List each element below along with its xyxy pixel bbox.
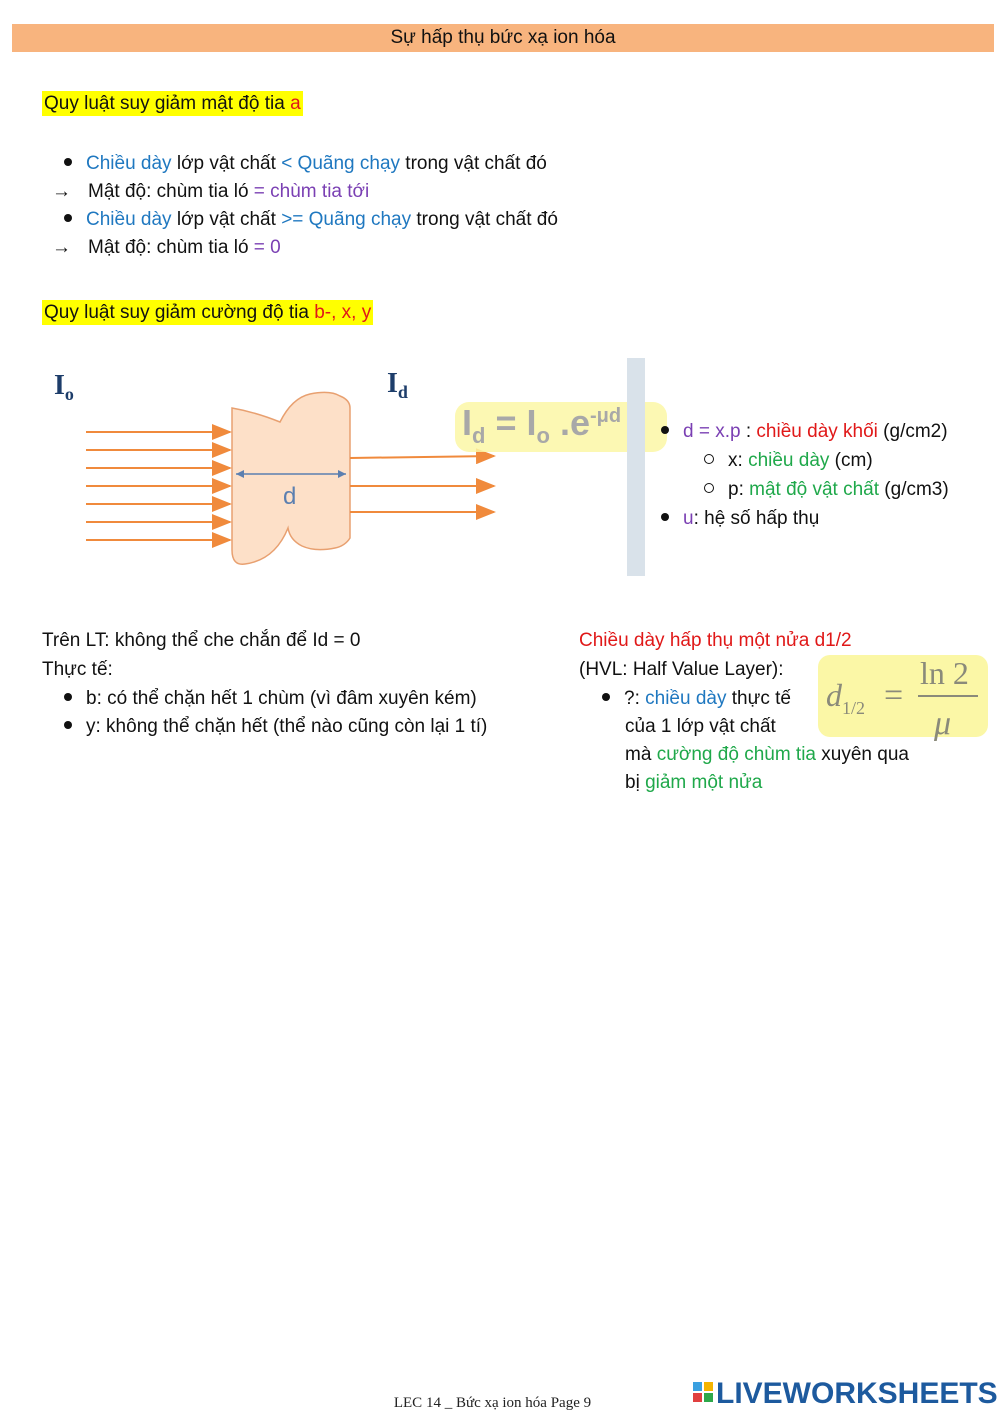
bullet-icon (64, 214, 72, 222)
liveworksheets-logo: LIVEWORKSHEETS (693, 1377, 998, 1411)
svg-text:=: = (884, 677, 904, 714)
attenuation-formula: $I_d = I_o$ $.e^{-\mu d}$ (462, 402, 622, 449)
list-item: x: chiều dày (cm) (704, 450, 873, 472)
svg-text:ln 2: ln 2 (920, 655, 969, 691)
section1-heading-symbol: a (290, 93, 301, 114)
theory-note: Trên LT: không thể che chắn để Id = 0 (42, 630, 361, 651)
svg-text:μ: μ (934, 705, 952, 742)
section2-heading (42, 302, 373, 324)
list-item: u: hệ số hấp thụ (661, 508, 819, 530)
bullet-icon (64, 693, 72, 701)
hvl-text-line: mà cường độ chùm tia xuyên qua (625, 744, 909, 765)
svg-text:d1/2: $d_{1/2}$ (826, 677, 866, 718)
practice-label: Thực tế: (42, 659, 113, 680)
attenuation-diagram (40, 360, 510, 580)
list-item: d = x.p : chiều dày khối (g/cm2) (661, 421, 948, 443)
list-item: → Mật độ: chùm tia ló = chùm tia tới (52, 181, 370, 202)
arrow-icon: → (52, 181, 71, 202)
bullet-icon (64, 721, 72, 729)
list-item: b: có thể chặn hết 1 chùm (vì đâm xuyên kém) (64, 688, 477, 710)
hvl-heading: Chiều dày hấp thụ một nửa d1/2 (579, 630, 852, 651)
list-item: ?: chiều dày thực tế (602, 688, 791, 710)
hvl-text-line: bị giảm một nửa (625, 772, 763, 793)
incident-arrows (86, 432, 230, 540)
arrow-icon: → (52, 237, 71, 258)
bullet-icon (661, 513, 669, 521)
transmitted-intensity-label: $I_d$ (387, 368, 408, 402)
transmitted-arrows (350, 456, 494, 512)
section2-heading-text: Quy luật suy giảm cường độ tia (44, 302, 315, 323)
section1-heading-text: Quy luật suy giảm mật độ tia (44, 93, 291, 114)
bullet-icon (64, 158, 72, 166)
list-item: Chiều dày lớp vật chất < Quãng chạy trong vật chất đó (64, 153, 547, 175)
logo-icon (693, 1382, 713, 1402)
list-item: → Mật độ: chùm tia ló = 0 (52, 237, 281, 258)
list-item: p: mật độ vật chất (g/cm3) (704, 479, 949, 501)
section2-heading-symbol: b-, x, y (314, 302, 372, 323)
hvl-text-line: của 1 lớp vật chất (625, 716, 776, 737)
page-footer: LEC 14 _ Bức xạ ion hóa Page 9 (393, 1395, 592, 1411)
hvl-formula (818, 650, 990, 742)
circle-bullet-icon (704, 483, 714, 493)
bullet-icon (602, 693, 610, 701)
page-title: Sự hấp thụ bức xạ ion hóa (12, 24, 994, 52)
incident-intensity-label: $I_o$ (54, 370, 74, 404)
circle-bullet-icon (704, 454, 714, 464)
list-item: Chiều dày lớp vật chất >= Quãng chạy trong vật chất đó (64, 209, 558, 231)
bullet-icon (661, 426, 669, 434)
hvl-subheading: (HVL: Half Value Layer): (579, 659, 784, 680)
section1-heading (42, 93, 303, 115)
absorber-slab (232, 392, 350, 564)
list-item: y: không thể chặn hết (thể nào cũng còn lại 1 tí) (64, 716, 487, 738)
thickness-label: d (283, 483, 297, 510)
divider (627, 358, 645, 576)
